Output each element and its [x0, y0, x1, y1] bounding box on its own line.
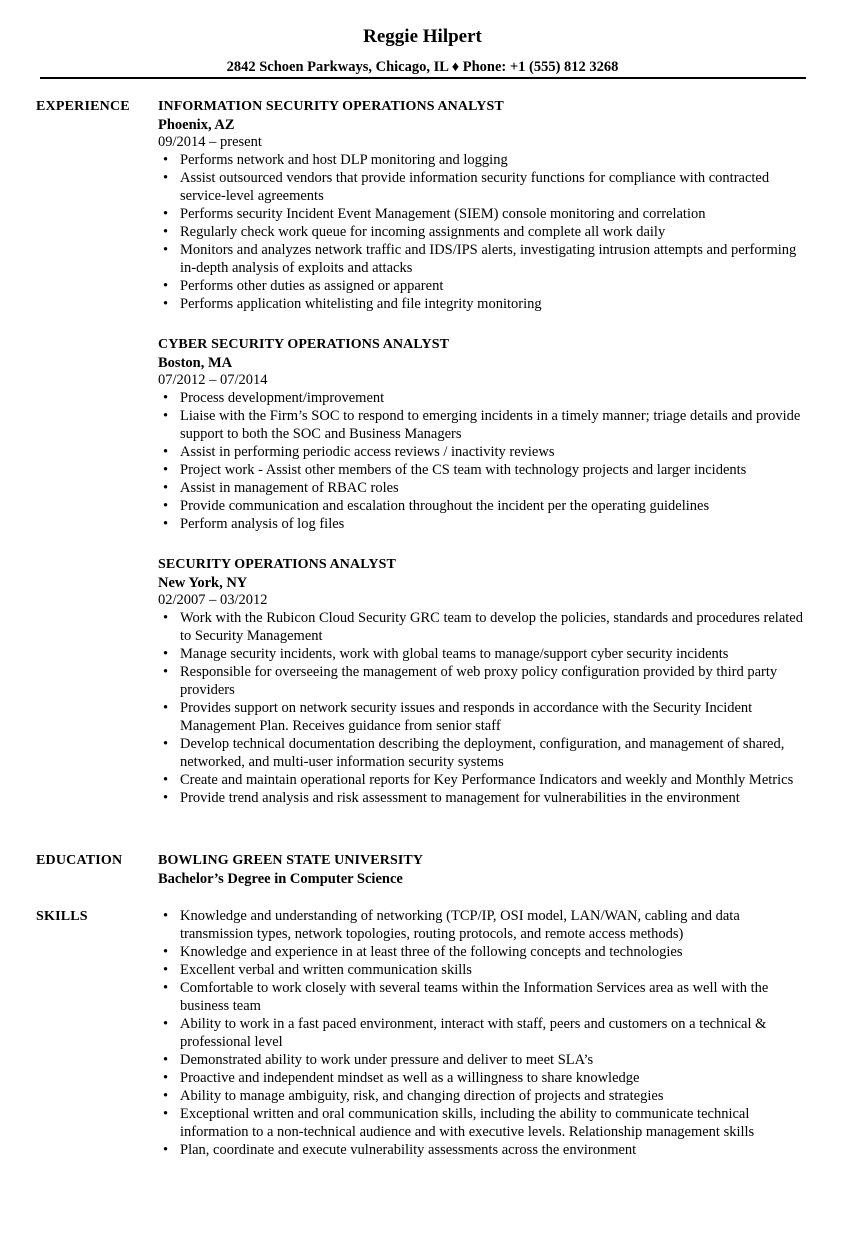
list-item: • Provide communication and escalation throughout the incident per the operating guidelines — [158, 497, 808, 515]
job-title: SECURITY OPERATIONS ANALYST — [158, 557, 396, 572]
skills-entry — [158, 907, 808, 1159]
list-item: • Develop technical documentation describing the deployment, configuration, and management of shared, networked, and multi-user information security systems — [158, 735, 808, 771]
job-location: Phoenix, AZ — [158, 117, 235, 133]
list-item: • Project work - Assist other members of the CS team with technology projects and larger incidents — [158, 461, 808, 479]
list-item: • Liaise with the Firm’s SOC to respond to emerging incidents in a timely manner; triage details and provide support to both the SOC and Business Managers — [158, 407, 808, 443]
list-item: • Knowledge and experience in at least three of the following concepts and technologies — [158, 943, 808, 961]
job-entry — [158, 556, 808, 807]
job-entry — [158, 336, 808, 533]
school-name: BOWLING GREEN STATE UNIVERSITY — [158, 853, 424, 868]
list-item: • Performs application whitelisting and file integrity monitoring — [158, 295, 808, 313]
list-item: • Assist in performing periodic access reviews / inactivity reviews — [158, 443, 808, 461]
list-item: • Monitors and analyzes network traffic and IDS/IPS alerts, investigating intrusion attempts and performing in-depth analysis of exploits and attacks — [158, 241, 808, 277]
list-item: • Performs network and host DLP monitoring and logging — [158, 151, 808, 169]
list-item: • Performs security Incident Event Management (SIEM) console monitoring and correlation — [158, 205, 808, 223]
list-item: • Proactive and independent mindset as well as a willingness to share knowledge — [158, 1069, 808, 1087]
list-item: • Provides support on network security issues and responds in accordance with the Security Incident Management Plan. Receives guidance from senior staff — [158, 699, 808, 735]
job-title: CYBER SECURITY OPERATIONS ANALYST — [158, 337, 450, 352]
job-duties-list — [158, 151, 808, 313]
job-title: INFORMATION SECURITY OPERATIONS ANALYST — [158, 99, 504, 114]
job-entry — [158, 98, 808, 313]
job-dates: 07/2012 – 07/2014 — [158, 372, 268, 388]
job-location: Boston, MA — [158, 355, 233, 371]
list-item: • Knowledge and understanding of networking (TCP/IP, OSI model, LAN/WAN, cabling and data transmission types, network topologies, routing protocols, and remote access methods) — [158, 907, 808, 943]
list-item: • Create and maintain operational reports for Key Performance Indicators and weekly and Monthly Metrics — [158, 771, 808, 789]
list-item: • Work with the Rubicon Cloud Security GRC team to develop the policies, standards and procedures related to Security Management — [158, 609, 808, 645]
degree: Bachelor’s Degree in Computer Science — [158, 871, 403, 887]
education-section-label: EDUCATION — [36, 853, 123, 868]
list-item: • Assist outsourced vendors that provide information security functions for compliance with contracted service-level agreements — [158, 169, 808, 205]
list-item: • Performs other duties as assigned or apparent — [158, 277, 808, 295]
skills-section-label: SKILLS — [36, 909, 88, 924]
list-item: • Perform analysis of log files — [158, 515, 808, 533]
skills-list — [158, 907, 808, 1159]
job-dates: 09/2014 – present — [158, 134, 262, 150]
contact-line: 2842 Schoen Parkways, Chicago, IL ♦ Phone: +1 (555) 812 3268 — [226, 59, 619, 75]
list-item: • Assist in management of RBAC roles — [158, 479, 808, 497]
job-dates: 02/2007 – 03/2012 — [158, 592, 268, 608]
experience-section-label: EXPERIENCE — [36, 99, 130, 114]
list-item: • Demonstrated ability to work under pressure and deliver to meet SLA’s — [158, 1051, 808, 1069]
list-item: • Provide trend analysis and risk assessment to management for vulnerabilities in the environment — [158, 789, 808, 807]
list-item: • Manage security incidents, work with global teams to manage/support cyber security incidents — [158, 645, 808, 663]
list-item: • Ability to work in a fast paced environment, interact with staff, peers and customers on a technical & professional level — [158, 1015, 808, 1051]
education-entry — [158, 852, 808, 888]
list-item: • Ability to manage ambiguity, risk, and changing direction of projects and strategies — [158, 1087, 808, 1105]
list-item: • Excellent verbal and written communication skills — [158, 961, 808, 979]
candidate-name: Reggie Hilpert — [363, 26, 482, 47]
job-duties-list — [158, 389, 808, 533]
list-item: • Exceptional written and oral communication skills, including the ability to communicate technical information to a non-technical audience and with executive levels. Relationship management skills — [158, 1105, 808, 1141]
list-item: • Regularly check work queue for incoming assignments and complete all work daily — [158, 223, 808, 241]
job-location: New York, NY — [158, 575, 248, 591]
list-item: • Responsible for overseeing the management of web proxy policy configuration provided by third party providers — [158, 663, 808, 699]
list-item: • Comfortable to work closely with several teams within the Information Services area as well with the business team — [158, 979, 808, 1015]
list-item: • Plan, coordinate and execute vulnerability assessments across the environment — [158, 1141, 808, 1159]
job-duties-list — [158, 609, 808, 807]
header-divider — [40, 77, 806, 79]
list-item: • Process development/improvement — [158, 389, 808, 407]
